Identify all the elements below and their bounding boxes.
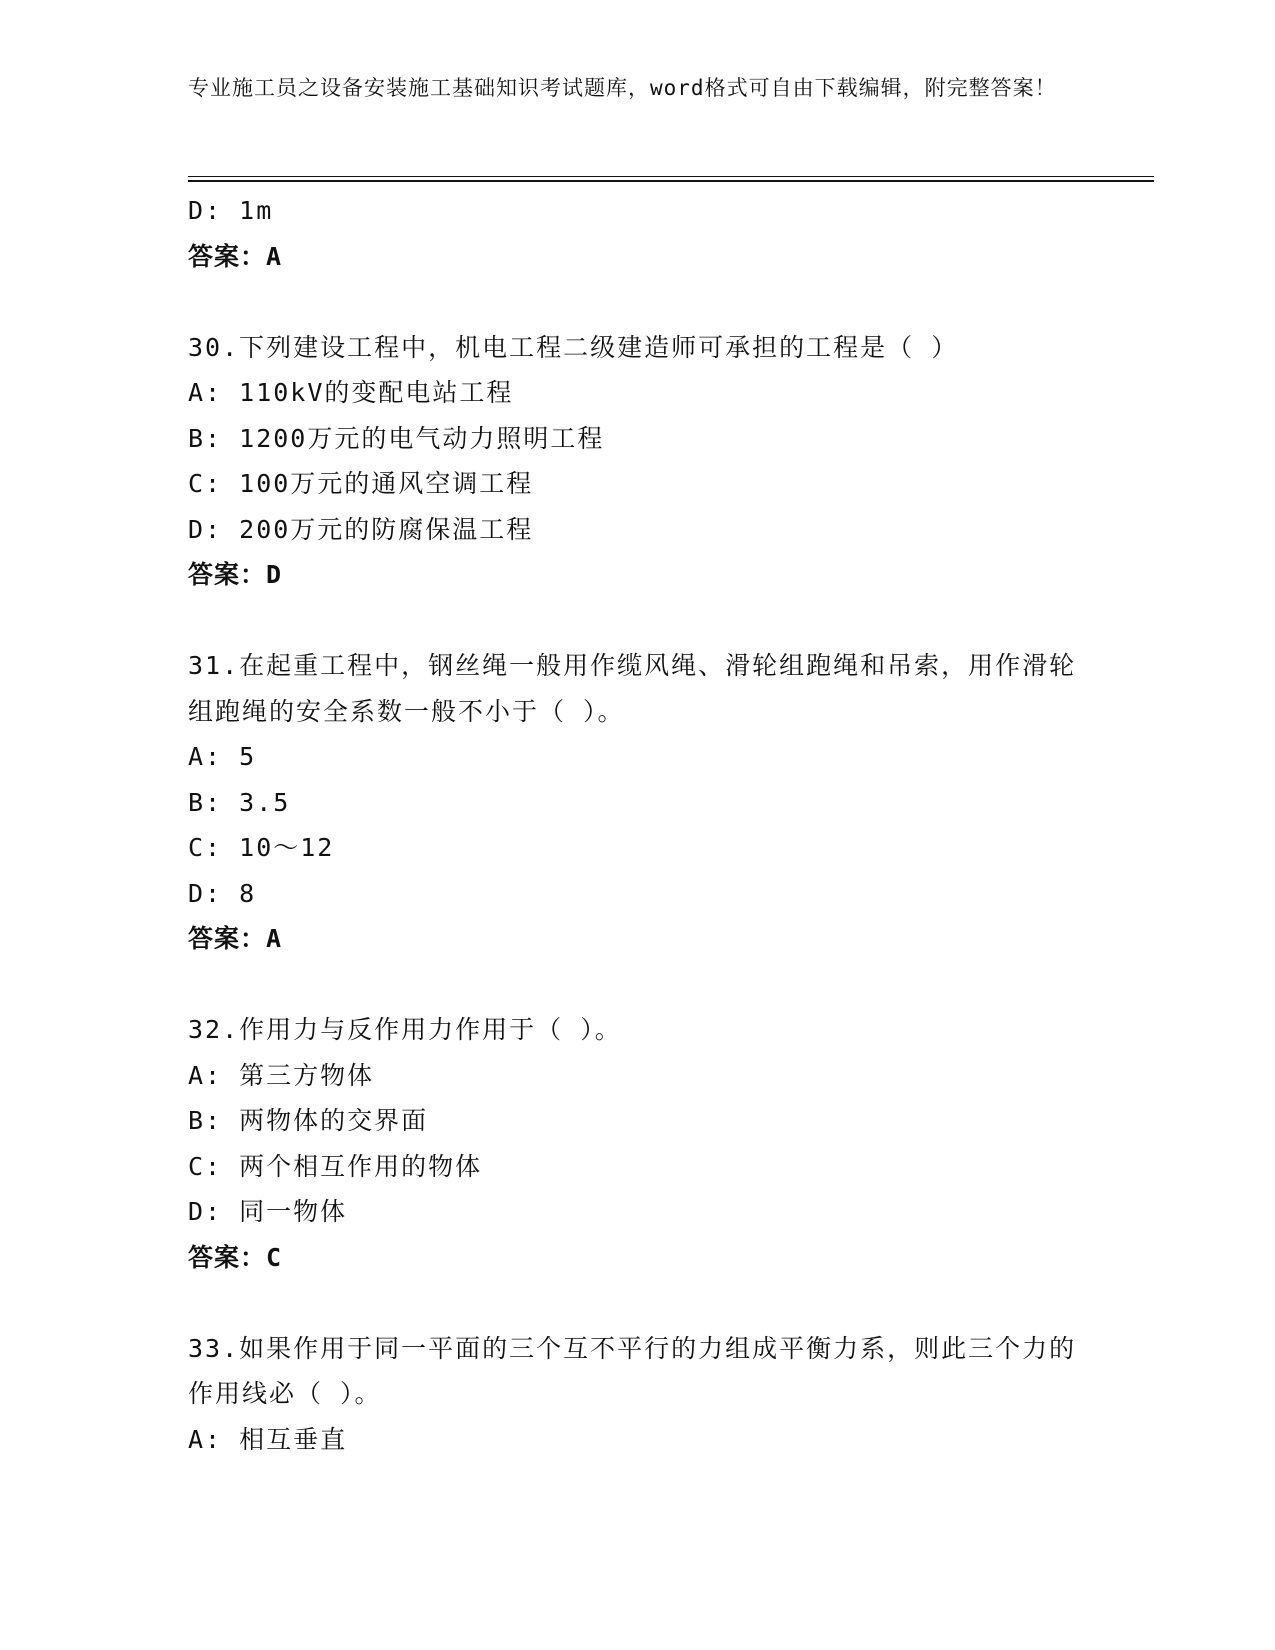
spacer bbox=[188, 279, 1088, 325]
page-header: 专业施工员之设备安装施工基础知识考试题库，word格式可自由下载编辑，附完整答案！ bbox=[188, 76, 1057, 100]
question-stem: 32.作用力与反作用力作用于（ ）。 bbox=[188, 1015, 622, 1044]
option-d: D: 8 bbox=[188, 878, 257, 908]
spacer bbox=[188, 1280, 1088, 1326]
option-a: A: 第三方物体 bbox=[188, 1060, 375, 1090]
spacer bbox=[188, 598, 1088, 644]
option-d: D: 同一物体 bbox=[188, 1197, 348, 1226]
option-c: C: 两个相互作用的物体 bbox=[188, 1151, 483, 1181]
option-c: C: 100万元的通风空调工程 bbox=[188, 469, 534, 498]
answer: 答案：A bbox=[188, 241, 283, 271]
question-30 bbox=[188, 325, 1088, 598]
option-a: A: 相互垂直 bbox=[188, 1424, 348, 1454]
question-31 bbox=[188, 643, 1088, 962]
option-b: B: 1200万元的电气动力照明工程 bbox=[188, 423, 605, 453]
answer: 答案：C bbox=[188, 1242, 283, 1272]
question-stem: 30.下列建设工程中，机电工程二级建造师可承担的工程是（ ） bbox=[188, 332, 959, 362]
question-stem: 33.如果作用于同一平面的三个互不平行的力组成平衡力系，则此三个力的作用线必（ ）。 bbox=[188, 1333, 1077, 1408]
question-32 bbox=[188, 1007, 1088, 1280]
spacer bbox=[188, 962, 1088, 1008]
answer: 答案：D bbox=[188, 560, 283, 589]
option-d: D: 200万元的防腐保温工程 bbox=[188, 514, 534, 544]
question-33 bbox=[188, 1326, 1088, 1463]
header-divider-thin bbox=[188, 176, 1154, 177]
option-b: B: 两物体的交界面 bbox=[188, 1106, 429, 1135]
header-divider-thick bbox=[188, 180, 1154, 182]
question-stem: 31.在起重工程中，钢丝绳一般用作缆风绳、滑轮组跑绳和吊索，用作滑轮组跑绳的安全系数一般不小于（ ）。 bbox=[188, 651, 1077, 726]
question-list bbox=[188, 188, 1088, 1462]
option-d: D: 1m bbox=[188, 196, 274, 225]
answer: 答案：A bbox=[188, 924, 283, 953]
option-a: A: 5 bbox=[188, 742, 257, 771]
option-c: C: 10～12 bbox=[188, 833, 335, 862]
option-a: A: 110kV的变配电站工程 bbox=[188, 378, 514, 407]
option-b: B: 3.5 bbox=[188, 787, 291, 817]
question-29-tail bbox=[188, 188, 1088, 279]
